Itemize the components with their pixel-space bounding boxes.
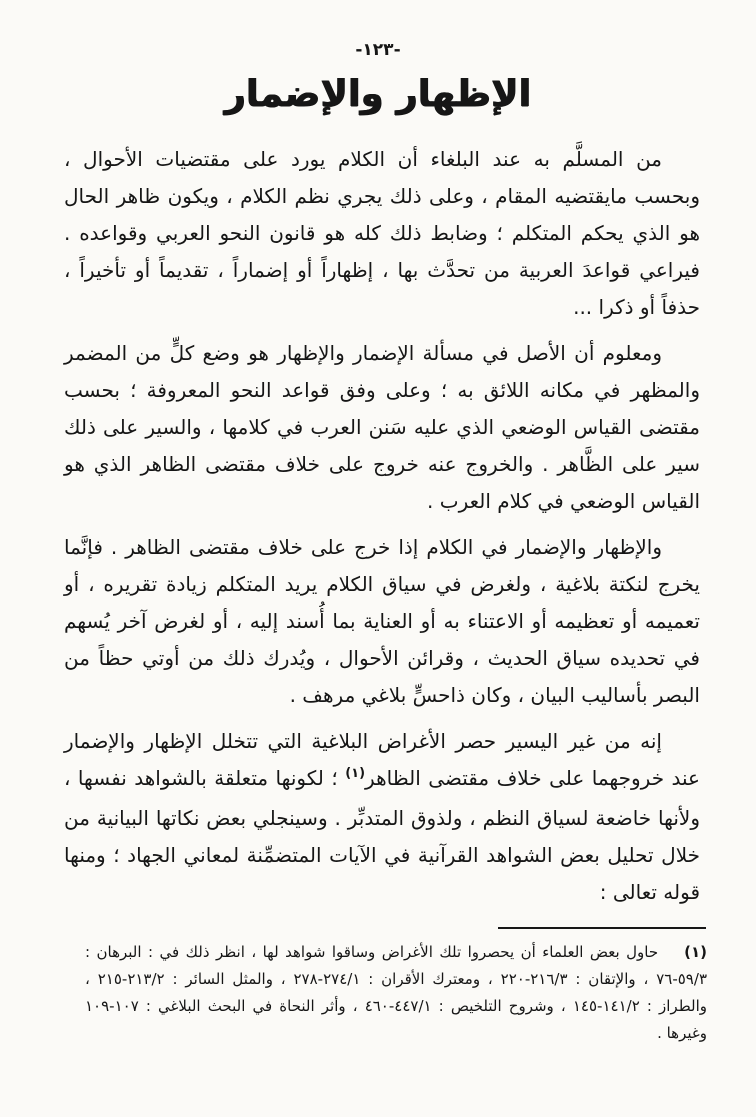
- footnote-reference-marker: (١): [345, 766, 366, 781]
- paragraph-4: [64, 723, 700, 911]
- page-title: الإظهار والإضمار: [224, 72, 532, 115]
- footnote-separator-line: [498, 927, 706, 929]
- paragraph-2: ومعلوم أن الأصل في مسألة الإضمار والإظهار هو وضع كلٍّ من المضمر والمظهر في مكانه اللائق به ؛ وعلى وفق قواعد النحو المعروفة ؛ بحسب مقتضى القياس الوضعي الذي عليه سَنن العرب في كلامها ، والسير على ذلك سير على الظَّاهر . والخروج عنه خروج على خلاف مقتضى الظاهر الذي هو القياس الوضعي في كلام العرب .: [64, 341, 700, 513]
- paragraph-1: من المسلَّم به عند البلغاء أن الكلام يورد على مقتضيات الأحوال ، وبحسب مايقتضيه المقام ، وعلى ذلك يجري نظم الكلام ، ويكون ظاهر الحال هو الذي يحكم المتكلم ؛ وضابط ذلك كله هو قانون النحو العربي وقواعده . فيراعي قواعدَ العربية من تحدَّث بها ، إظهاراً أو إضماراً ، تقديماً أو تأخيراً ، حذفاً أو ذكرا ...: [64, 147, 700, 319]
- footnote-text: حاول بعض العلماء أن يحصروا تلك الأغراض وساقوا شواهد لها ، انظر ذلك في : البرهان : ٣‏/‏٥٩-٧٦ ، والإتقان : ٣‏/‏٢١٦-٢٢٠ ، ومعترك الأقران : ١‏/‏٢٧٤-٢٧٨ ، والمثل السائر : ٢‏/‏٢١٣-٢١٥ ، والطراز : ٢‏/‏١٤١-١٤٥ ، وشروح التلخيص : ١‏/‏٤٤٧-٤٦٠ ، وأثر النحاة في البحث البلاغي : ١٠٧-١٠٩ وغيرها .: [85, 943, 707, 1042]
- paragraph-4-text-before-ref: إنه من غير اليسير حصر الأغراض البلاغية التي تتخلل الإظهار والإضمار عند خروجهما على خلاف مقتضى الظاهر: [64, 729, 700, 790]
- paragraph-4-text-after-ref: ؛ لكونها متعلقة بالشواهد نفسها ، ولأنها خاضعة لسياق النظم ، ولذوق المتدبِّر . وسينجلي بعض نكاتها البيانية من خلال تحليل بعض الشواهد القرآنية في الآيات المتضمِّنة لمعاني الجهاد ؛ ومنها قوله تعالى :: [64, 766, 700, 904]
- footnote: [85, 939, 707, 1047]
- page-number: -١٢٣-: [355, 40, 401, 60]
- body-text: [64, 141, 700, 911]
- paragraph-3: والإظهار والإضمار في الكلام إذا خرج على خلاف مقتضى الظاهر . فإنَّما يخرج لنكتة بلاغية ، ولغرض في سياق الكلام يريد المتكلم زيادة تقريره ، أو تعميمه أو تعظيمه أو الاعتناء به أو العناية بما أُسند إليه ، أو لغرض آخر يُسهم في تحديده سياق الحديث ، وقرائن الأحوال ، ويُدرك ذلك من أوتي حظاً من البصر بأساليب البيان ، وكان ذاحسٍّ بلاغي مرهف .: [64, 535, 700, 707]
- footnote-number: (١): [684, 943, 707, 961]
